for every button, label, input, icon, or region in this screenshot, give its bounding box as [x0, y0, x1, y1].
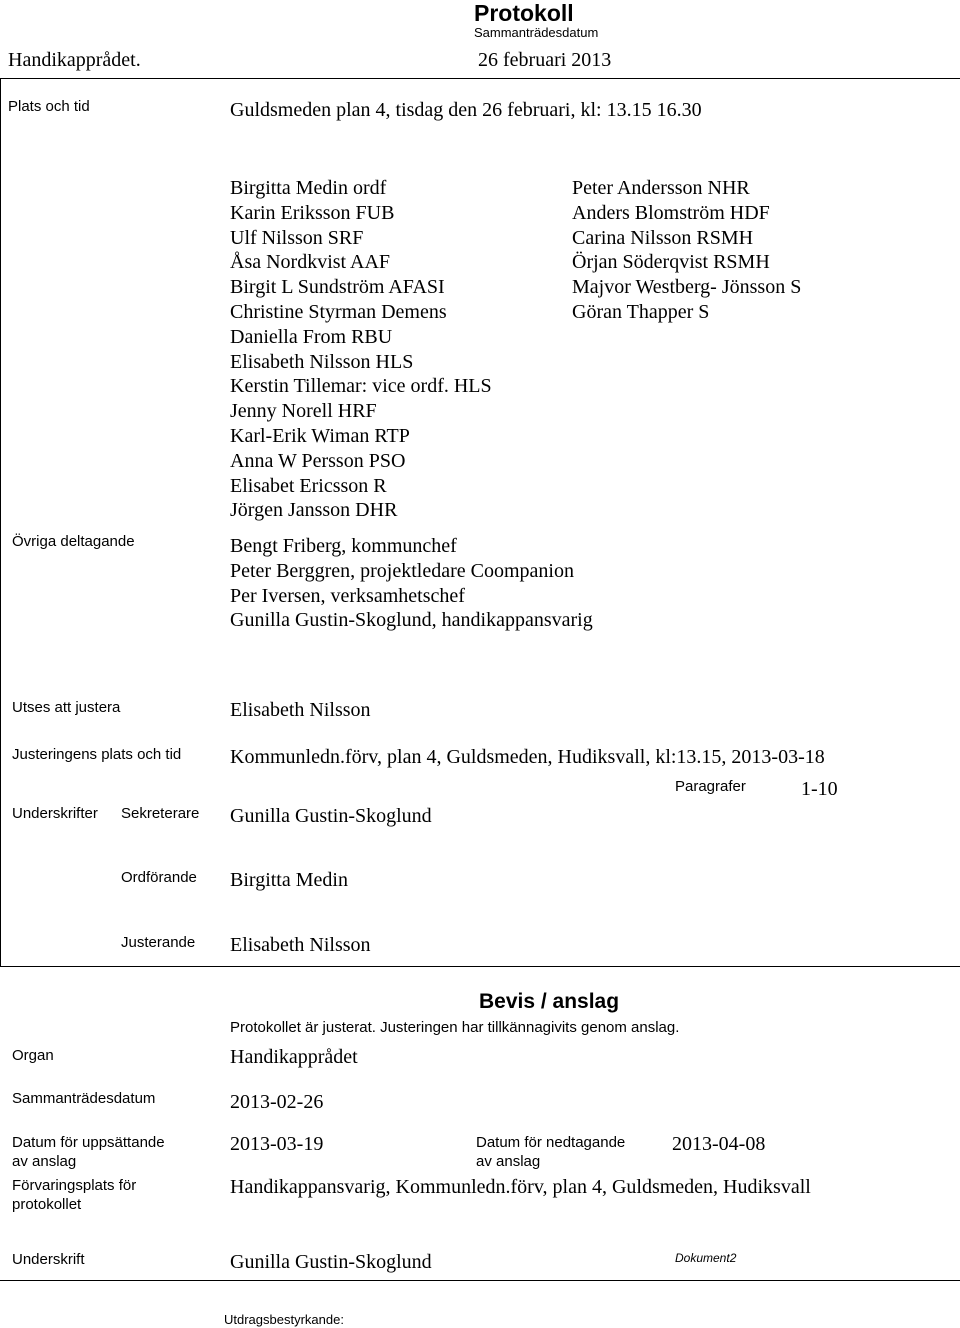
list-item: Anna W Persson PSO [230, 449, 406, 472]
footer-divider [0, 1280, 960, 1281]
removal-date-label: Datum för nedtagande av anslag [476, 1134, 626, 1170]
place-value: Guldsmeden plan 4, tisdag den 26 februari, kl: 13.15 16.30 [230, 99, 702, 121]
meeting-date-value: 2013-02-26 [230, 1091, 324, 1113]
adjuster-appointed-value: Elisabeth Nilsson [230, 699, 371, 721]
list-item: Karl-Erik Wiman RTP [230, 424, 410, 447]
list-item: Daniella From RBU [230, 325, 393, 348]
list-item: Birgitta Medin ordf [230, 177, 387, 199]
members-left-list [230, 176, 492, 523]
list-item: Karin Eriksson FUB [230, 201, 395, 224]
organ-label: Organ [12, 1047, 54, 1064]
chair-value: Birgitta Medin [230, 869, 348, 891]
storage-label: Förvaringsplats för protokollet [12, 1177, 137, 1213]
section-divider [0, 966, 960, 967]
removal-date-value: 2013-04-08 [672, 1133, 766, 1155]
list-item: Göran Thapper S [572, 300, 710, 323]
place-label: Plats och tid [8, 98, 90, 115]
document-name: Dokument2 [675, 1251, 737, 1265]
adjustment-place-value: Kommunledn.förv, plan 4, Guldsmeden, Hudiksvall, kl:13.15, 2013-03-18 [230, 746, 825, 768]
others-list [230, 534, 593, 633]
organ-value: Handikapprådet [230, 1046, 358, 1068]
list-item: Majvor Westberg- Jönsson S [572, 276, 802, 299]
header-date-label: Sammanträdesdatum [474, 25, 599, 40]
paragraphs-label: Paragrafer [675, 778, 746, 795]
list-item: Bengt Friberg, kommunchef [230, 535, 457, 557]
list-item: Kerstin Tillemar: vice ordf. HLS [230, 375, 492, 398]
signature-label: Underskrift [12, 1251, 85, 1268]
list-item: Anders Blomström HDF [572, 201, 770, 224]
list-item: Gunilla Gustin-Skoglund, handikappansvarig [230, 609, 593, 632]
secretary-value: Gunilla Gustin-Skoglund [230, 805, 432, 827]
adjuster-value: Elisabeth Nilsson [230, 934, 371, 956]
secretary-label: Sekreterare [121, 805, 200, 822]
list-item: Peter Andersson NHR [572, 177, 750, 199]
organization-name: Handikapprådet. [8, 49, 141, 71]
list-item: Åsa Nordkvist AAF [230, 251, 391, 274]
list-item: Peter Berggren, projektledare Coompanion [230, 559, 574, 582]
notice-title: Bevis / anslag [479, 990, 620, 1013]
meeting-date-label: Sammanträdesdatum [12, 1090, 156, 1107]
list-item: Birgit L Sundström AFASI [230, 276, 445, 299]
signatures-label: Underskrifter [12, 805, 98, 822]
members-right-list [572, 176, 801, 325]
header-date: 26 februari 2013 [478, 49, 612, 71]
adjuster-label: Justerande [121, 934, 196, 951]
list-item: Carina Nilsson RSMH [572, 226, 754, 249]
paragraphs-value: 1-10 [801, 778, 838, 800]
notice-statement: Protokollet är justerat. Justeringen har tillkännagivits genom anslag. [230, 1019, 680, 1036]
chair-label: Ordförande [121, 869, 197, 886]
list-item: Per Iversen, verksamhetschef [230, 584, 465, 607]
list-item: Örjan Söderqvist RSMH [572, 251, 770, 274]
list-item: Jenny Norell HRF [230, 400, 377, 423]
list-item: Ulf Nilsson SRF [230, 226, 364, 249]
posting-date-label: Datum för uppsättande av anslag [12, 1134, 165, 1170]
posting-date-value: 2013-03-19 [230, 1133, 324, 1155]
adjuster-appointed-label: Utses att justera [12, 699, 121, 716]
list-item: Elisabet Ericsson R [230, 474, 387, 497]
document-title: Protokoll [474, 0, 574, 26]
others-label: Övriga deltagande [12, 533, 135, 550]
list-item: Elisabeth Nilsson HLS [230, 350, 414, 373]
storage-value: Handikappansvarig, Kommunledn.förv, plan 4, Guldsmeden, Hudiksvall [230, 1176, 811, 1198]
list-item: Christine Styrman Demens [230, 300, 447, 323]
left-border [0, 78, 1, 967]
signature-value: Gunilla Gustin-Skoglund [230, 1251, 432, 1273]
adjustment-place-label: Justeringens plats och tid [12, 746, 182, 763]
list-item: Jörgen Jansson DHR [230, 499, 398, 522]
certification-label: Utdragsbestyrkande: [224, 1312, 344, 1327]
header-divider [0, 78, 960, 79]
